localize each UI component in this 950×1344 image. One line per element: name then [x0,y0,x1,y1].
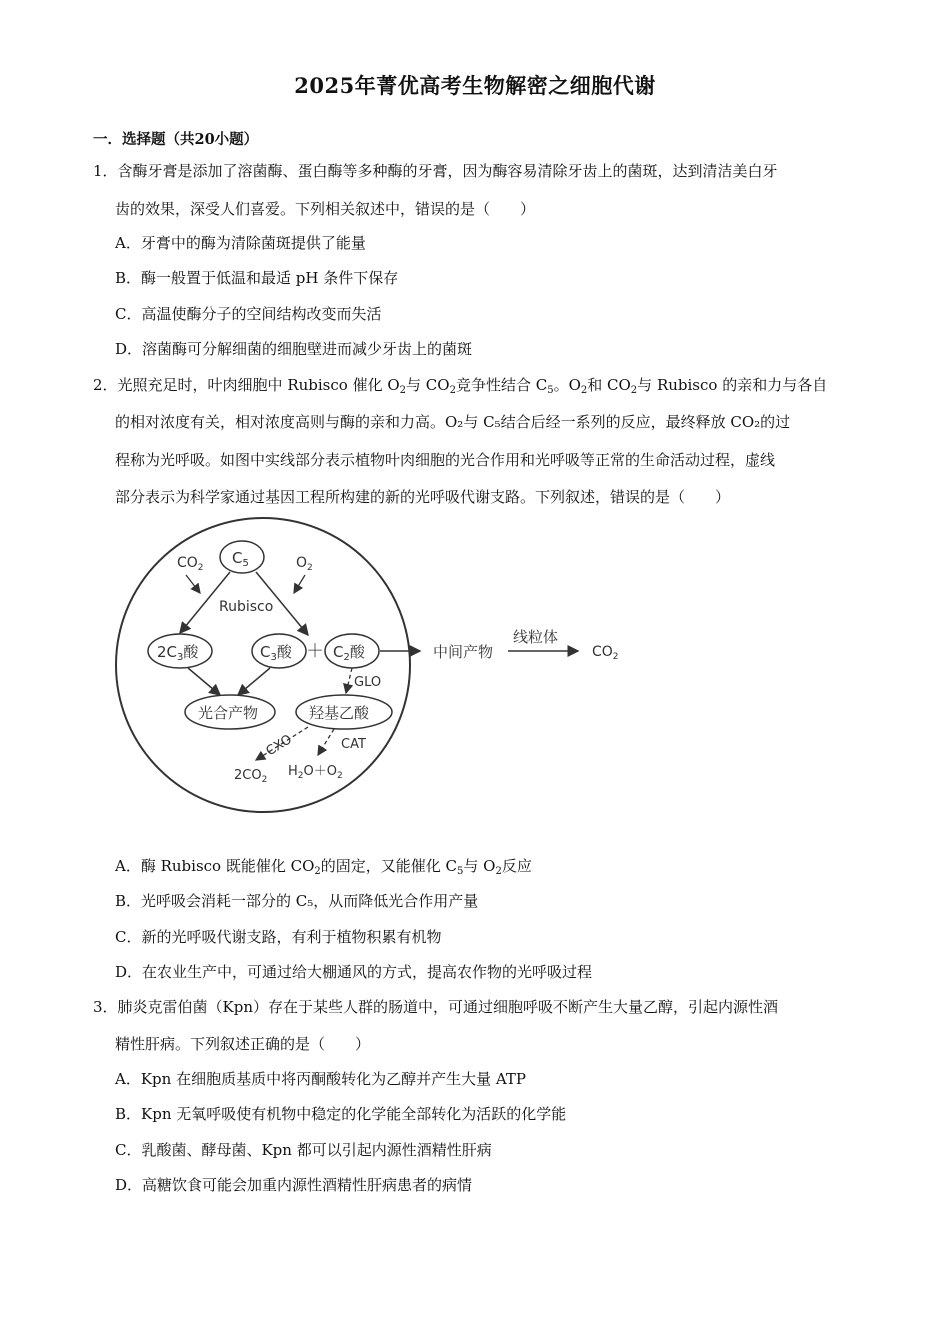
page-title: 2025年菁优高考生物解密之细胞代谢 [294,73,656,98]
c2-acid-label: $C_2$酸 [333,643,365,663]
intermediate-label: 中间产物 [433,643,494,661]
2co2-output-label: $2CO_2$ [234,768,268,785]
q3-option-b: B．Kpn 无氧呼吸使有机物中稳定的化学能全部转化为活跃的化学能 [115,1105,567,1123]
mitochondria-label: 线粒体 [513,628,559,646]
photo-product-label: 光合产物 [198,704,259,722]
q2-stem-line3: 程称为光呼吸。如图中实线部分表示植物叶肉细胞的光合作用和光呼吸等正常的生命活动过程，虚线 [115,451,776,469]
c5-label: $C_5$ [232,549,249,569]
co2-output-label: $CO_2$ [592,644,619,662]
q3-stem-line1: 3．肺炎克雷伯菌（Kpn）存在于某些人群的肠道中，可通过细胞呼吸不断产生大量乙醇，引起内源性酒 [93,998,779,1016]
q3-stem-line2: 精性肝病。下列叙述正确的是（ ） [115,1035,371,1053]
q2-option-c: C．新的光呼吸代谢支路，有利于植物积累有机物 [115,928,442,946]
glo-label: GLO [354,675,382,690]
q2-stem-line1: 2．光照充足时，叶肉细胞中 Rubisco 催化 $O_2$与 $CO_2$竞争性结合 $C_5$。$O_2$和 $CO_2$与 Rubisco 的亲和力与各自 [93,376,828,396]
q1-option-a: A．牙膏中的酶为清除菌斑提供了能量 [115,234,366,252]
cat-label: CAT [341,737,366,752]
2c3-acid-label: $2C_3$酸 [157,643,199,663]
c3-acid-label: $C_3$酸 [260,643,292,663]
co2-input-label: $CO_2$ [177,555,204,573]
glycolic-acid-label: 羟基乙酸 [309,704,370,722]
q3-option-d: D．高糖饮食可能会加重内源性酒精性肝病患者的病情 [115,1176,473,1194]
q2-option-b: B．光呼吸会消耗一部分的 C₅，从而降低光合作用产量 [115,892,479,910]
rubisco-label: Rubisco [219,599,274,615]
q2-option-a: A．酶 Rubisco 既能催化 $CO_2$的固定，又能催化 $C_5$与 $O_2$反应 [115,857,532,877]
q1-option-c: C．高温使酶分子的空间结构改变而失活 [115,305,382,323]
q2-stem-line4: 部分表示为科学家通过基因工程所构建的新的光呼吸代谢支路。下列叙述，错误的是（ ） [115,488,731,506]
q1-option-d: D．溶菌酶可分解细菌的细胞壁进而减少牙齿上的菌斑 [115,340,473,358]
photorespiration-diagram [108,515,628,815]
q3-option-a: A．Kpn 在细胞质基质中将丙酮酸转化为乙醇并产生大量 ATP [115,1070,526,1088]
q1-option-b: B．酶一般置于低温和最适 pH 条件下保存 [115,269,399,287]
q1-stem-line2: 齿的效果，深受人们喜爱。下列相关叙述中，错误的是（ ） [115,200,536,218]
q3-option-c: C．乳酸菌、酵母菌、Kpn 都可以引起内源性酒精性肝病 [115,1141,492,1159]
o2-input-label: $O_2$ [296,555,313,573]
cxo-label: CXO [263,732,295,760]
q2-option-d: D．在农业生产中，可通过给大棚通风的方式，提高农作物的光呼吸过程 [115,963,593,981]
q2-stem-line2: 的相对浓度有关，相对浓度高则与酶的亲和力高。O₂与 C₅结合后经一系列的反应，最终释放 CO₂的过 [115,413,791,431]
section-heading: 一．选择题（共20小题） [93,131,259,148]
q1-stem-line1: 1．含酶牙膏是添加了溶菌酶、蛋白酶等多种酶的牙膏，因为酶容易清除牙齿上的菌斑，达到清洁美白牙 [93,162,778,180]
plus-sign: ＋ [306,641,324,662]
h2o-o2-output-label: $H_2O+O_2$ [288,764,343,781]
